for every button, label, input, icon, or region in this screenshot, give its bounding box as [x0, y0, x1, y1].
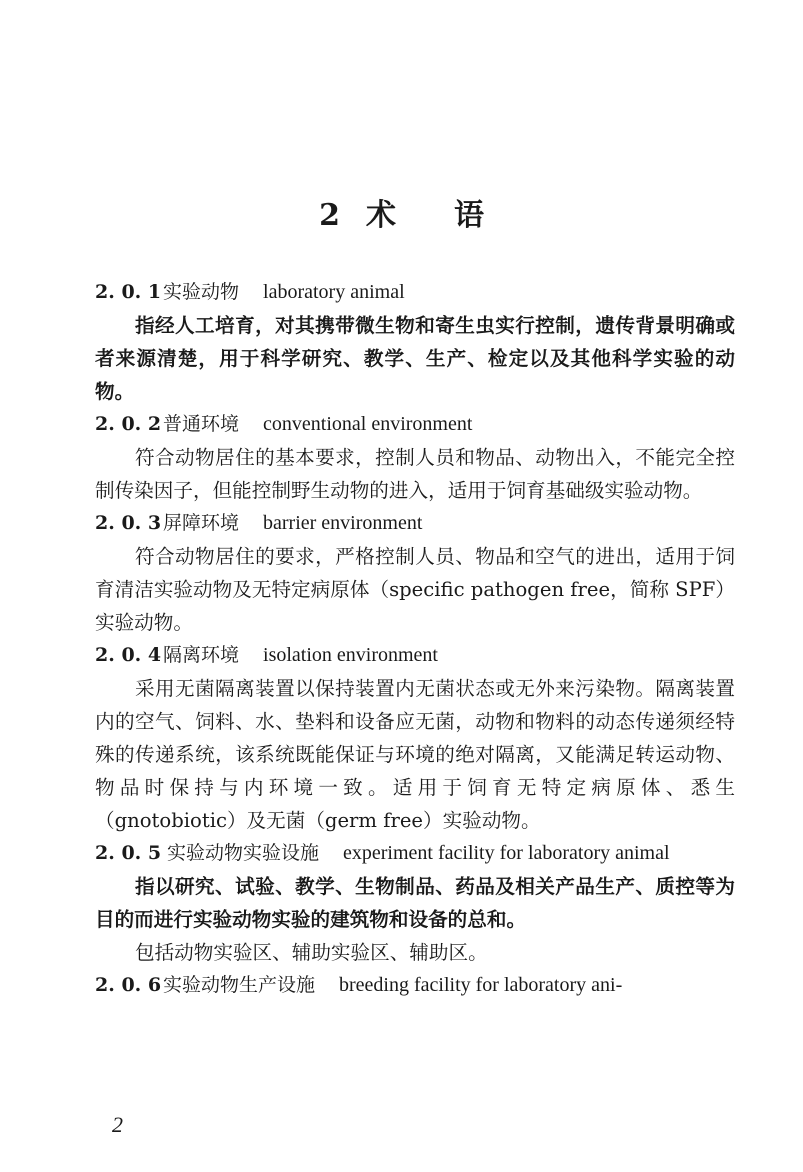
- term-definition-2-0-1: 指经人工培育，对其携带微生物和寄生虫实行控制，遗传背景明确或者来源清楚，用于科学研究、教学、生产、检定以及其他科学实验的动物。: [95, 314, 735, 403]
- term-chinese: 实验动物实验设施: [167, 842, 320, 864]
- term-code: 2. 0. 3: [95, 512, 162, 534]
- term-heading-2-0-4: [95, 639, 735, 672]
- term-heading-2-0-6: [95, 969, 735, 1002]
- term-english: laboratory animal: [263, 281, 405, 303]
- term-code: 2. 0. 4: [95, 644, 162, 666]
- term-definition-2-0-2: 符合动物居住的基本要求，控制人员和物品、动物出入，不能完全控制传染因子，但能控制野生动物的进入，适用于饲育基础级实验动物。: [95, 446, 735, 502]
- chapter-title: [0, 190, 803, 234]
- chapter-title-char-1: 术: [365, 198, 396, 233]
- term-definition-2-0-3: 符合动物居住的要求，严格控制人员、物品和空气的进出，适用于饲育清洁实验动物及无特定病原体（specific pathogen free，简称 SPF）实验动物。: [95, 545, 735, 634]
- chapter-title-char-2: 语: [453, 198, 484, 233]
- term-chinese: 普通环境: [163, 413, 240, 435]
- term-definition-2-0-5-extra: 包括动物实验区、辅助实验区、辅助区。: [135, 941, 488, 964]
- term-code: 2. 0. 6: [95, 974, 162, 996]
- term-definition-2-0-4: 采用无菌隔离装置以保持装置内无菌状态或无外来污染物。隔离装置内的空气、饲料、水、垫料和设备应无菌，动物和物料的动态传递须经特殊的传递系统，该系统既能保证与环境的绝对隔离，又能满足转运动物、物品时保持与内环境一致。适用于饲育无特定病原体、悉生（gnotobiotic）及无菌（germ free）实验动物。: [95, 677, 735, 832]
- term-heading-2-0-5: [95, 837, 735, 870]
- term-chinese: 隔离环境: [163, 644, 240, 666]
- term-english: barrier environment: [263, 512, 423, 534]
- term-english: conventional environment: [263, 413, 473, 435]
- term-heading-2-0-3: [95, 507, 735, 540]
- term-chinese: 屏障环境: [163, 512, 240, 534]
- term-english: isolation environment: [263, 644, 438, 666]
- term-definition-2-0-5: 指以研究、试验、教学、生物制品、药品及相关产品生产、质控等为目的而进行实验动物实验的建筑物和设备的总和。: [95, 875, 735, 931]
- term-code: 2. 0. 1: [95, 281, 162, 303]
- term-code: 2. 0. 5: [95, 842, 162, 864]
- term-code: 2. 0. 2: [95, 413, 162, 435]
- page-number: 2: [112, 1112, 123, 1137]
- term-english: breeding facility for laboratory ani-: [339, 974, 623, 996]
- term-heading-2-0-2: [95, 408, 735, 441]
- term-chinese: 实验动物: [163, 281, 240, 303]
- terms-section: [95, 276, 735, 1002]
- term-heading-2-0-1: [95, 276, 735, 309]
- term-chinese: 实验动物生产设施: [163, 974, 316, 996]
- chapter-number: 2: [319, 198, 340, 233]
- term-english: experiment facility for laboratory animal: [343, 842, 670, 864]
